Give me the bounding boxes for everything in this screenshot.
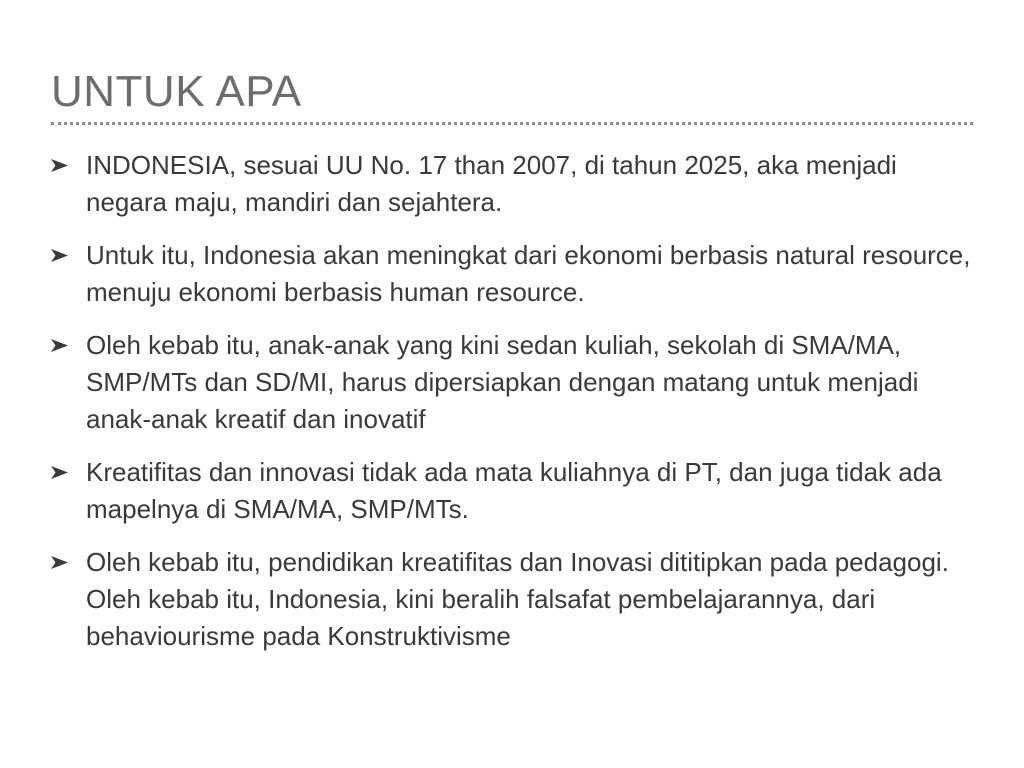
bullet-item <box>51 147 976 221</box>
arrowhead-bullet-icon <box>51 147 69 184</box>
bullet-item <box>51 544 976 655</box>
bullet-text: Untuk itu, Indonesia akan meningkat dari ekonomi berbasis natural resource, menuju ekonomi berbasis human resource. <box>86 240 971 307</box>
bullet-list <box>51 147 976 671</box>
arrowhead-bullet-icon <box>51 327 69 364</box>
bullet-text: Oleh kebab itu, anak-anak yang kini sedan kuliah, sekolah di SMA/MA, SMP/MTs dan SD/MI, harus dipersiapkan dengan matang untuk menjadi anak-anak kreatif dan inovatif <box>86 330 919 434</box>
bullet-item <box>51 237 976 311</box>
title-divider <box>51 122 973 125</box>
bullet-text: Oleh kebab itu, pendidikan kreatifitas dan Inovasi dititipkan pada pedagogi. Oleh kebab itu, Indonesia, kini beralih falsafat pembelajarannya, dari behaviourisme pada Konstruktivisme <box>86 547 949 651</box>
bullet-text: Kreatifitas dan innovasi tidak ada mata kuliahnya di PT, dan juga tidak ada mapelnya di SMA/MA, SMP/MTs. <box>86 457 942 524</box>
bullet-item <box>51 454 976 528</box>
bullet-text: INDONESIA, sesuai UU No. 17 than 2007, di tahun 2025, aka menjadi negara maju, mandiri dan sejahtera. <box>86 150 897 217</box>
slide-title: UNTUK APA <box>51 67 302 116</box>
bullet-item <box>51 327 976 438</box>
arrowhead-bullet-icon <box>51 454 69 491</box>
arrowhead-bullet-icon <box>51 237 69 274</box>
arrowhead-bullet-icon <box>51 544 69 581</box>
